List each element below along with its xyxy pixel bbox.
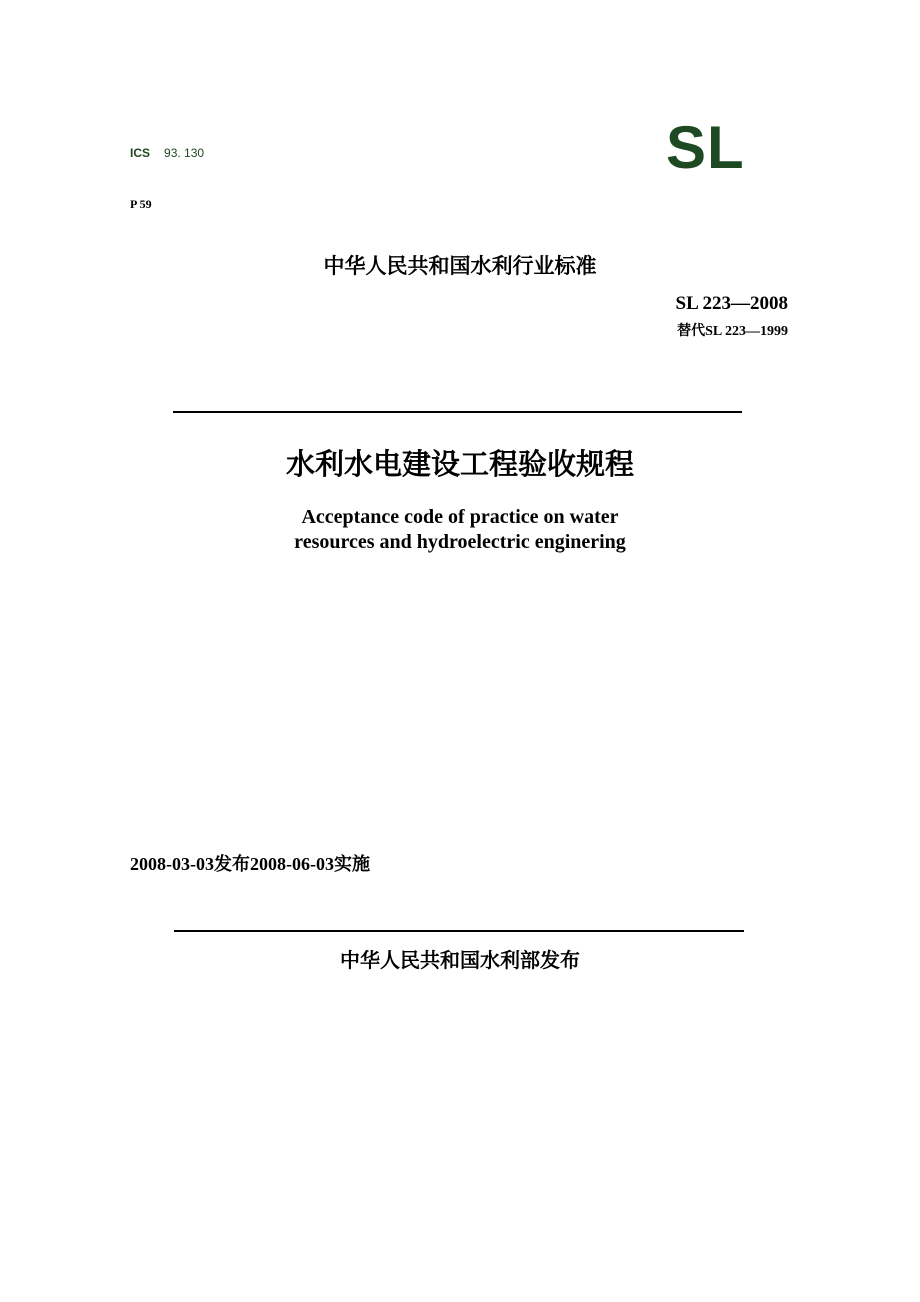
top-divider	[173, 411, 742, 413]
bottom-divider	[174, 930, 744, 932]
ccs-code: P 59	[130, 197, 152, 211]
ics-code: 93. 130	[164, 146, 205, 160]
replaces-standard: 替代SL 223—1999	[677, 324, 788, 339]
standard-category: 中华人民共和国水利行业标准	[323, 254, 597, 278]
english-title-line-2: resources and hydroelectric enginering	[294, 531, 626, 553]
document-title-chinese: 水利水电建设工程验收规程	[285, 447, 634, 481]
sl-logo: SL	[666, 114, 745, 181]
document-title-english	[0, 505, 920, 555]
ics-classification	[130, 146, 204, 160]
ics-label: ICS	[130, 146, 151, 160]
issue-implementation-dates: 2008-03-03发布2008-06-03实施	[130, 854, 370, 874]
standard-number: SL 223—2008	[675, 293, 788, 314]
issuing-authority: 中华人民共和国水利部发布	[340, 948, 580, 972]
english-title-line-1: Acceptance code of practice on water	[301, 506, 619, 528]
